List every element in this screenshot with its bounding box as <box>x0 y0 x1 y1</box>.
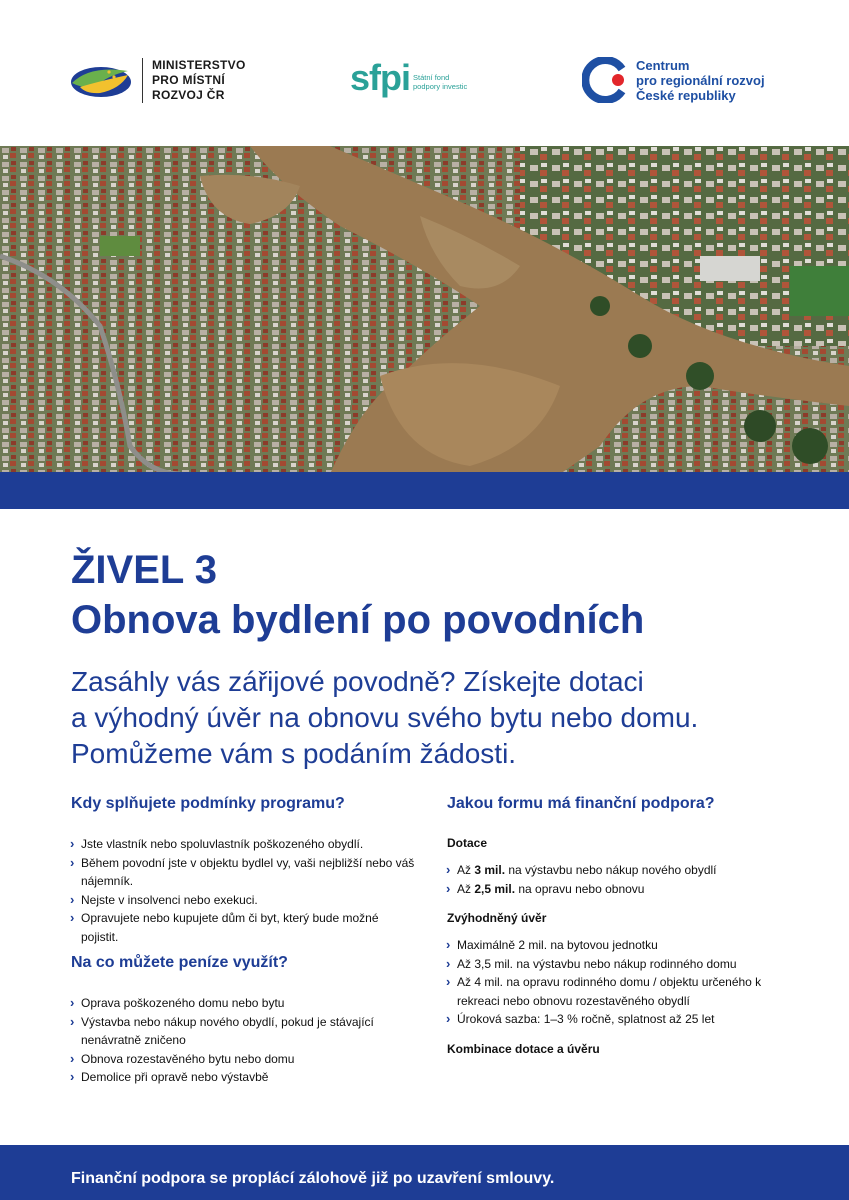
conditions-heading: Kdy splňujete podmínky programu? <box>71 795 345 812</box>
list-item: › Výstavba nebo nákup nového obydlí, pokud je stávající nenávratně zničeno <box>70 1013 374 1047</box>
list-item: › Až 3,5 mil. na výstavbu nebo nákup rodinného domu <box>447 955 797 974</box>
chevron-right-icon: › <box>70 836 75 851</box>
crr-logo-line: České republiky <box>636 87 736 103</box>
chevron-right-icon: › <box>70 854 75 870</box>
dotace-heading: Dotace <box>447 836 488 850</box>
flood-photo-illustration <box>0 146 849 474</box>
list-item: › Během povodní jste v objektu bydlel vy, vaši nejbližší nebo váš nájemník. <box>70 854 415 888</box>
uver-list <box>447 936 797 1029</box>
chevron-right-icon: › <box>446 955 451 971</box>
footer-text: Finanční podpora se proplácí zálohově již po uzavření smlouvy. <box>71 1170 555 1187</box>
list-item: › Oprava poškozeného domu nebo bytu <box>71 994 416 1013</box>
list-item: › Obnova rozestavěného bytu nebo domu <box>71 1050 416 1069</box>
mmr-emblem-icon <box>70 61 132 101</box>
usage-list <box>71 994 416 1087</box>
subtitle-line: a výhodný úvěr na obnovu svého bytu nebo domu. <box>71 702 699 733</box>
list-item: › Demolice při opravě nebo výstavbě <box>71 1068 416 1087</box>
sfpi-logo-line: Státní fond <box>413 73 450 82</box>
support-form-heading: Jakou formu má finanční podpora? <box>447 795 715 812</box>
subtitle-line: Zasáhly vás zářijové povodně? Získejte dotaci <box>71 666 644 697</box>
title-line-1: ŽIVEL 3 <box>71 548 217 592</box>
page-title <box>71 545 811 645</box>
sfpi-logo-line: podpory investic <box>413 82 468 91</box>
title-line-2: Obnova bydlení po povodních <box>71 598 645 642</box>
header-logos <box>0 0 849 146</box>
list-item: › Jste vlastník nebo spoluvlastník poškozeného obydlí. <box>71 835 416 854</box>
chevron-right-icon: › <box>70 1050 75 1066</box>
crr-logo <box>582 57 765 103</box>
kombinace-heading: Kombinace dotace a úvěru <box>447 1041 600 1056</box>
chevron-right-icon: › <box>446 937 451 952</box>
subtitle <box>71 664 811 772</box>
footer-band <box>0 1145 849 1200</box>
conditions-list <box>71 835 416 946</box>
uver-heading: Zvýhodněný úvěr <box>447 911 547 925</box>
mmr-logo-line: ROZVOJ ČR <box>152 88 225 102</box>
chevron-right-icon: › <box>446 1011 451 1026</box>
list-item: › Až 2,5 mil. na opravu nebo obnovu <box>447 880 797 899</box>
crr-emblem-icon <box>582 57 628 103</box>
list-item: › Opravujete nebo kupujete dům či byt, který bude možné pojistit. <box>70 910 379 944</box>
chevron-right-icon: › <box>70 891 75 907</box>
sfpi-logo <box>350 58 467 98</box>
list-item: › Úroková sazba: 1–3 % ročně, splatnost až 25 let <box>447 1010 797 1029</box>
subtitle-line: Pomůžeme vám s podáním žádosti. <box>71 738 517 769</box>
usage-heading: Na co můžete peníze využít? <box>71 954 288 971</box>
list-item: › Až 4 mil. na opravu rodinného domu / objektu určeného k rekreaci nebo obnovu rozestavěného obydlí <box>446 974 762 1008</box>
sfpi-logo-word: sfpi <box>350 57 411 98</box>
list-item: › Nejste v insolvenci nebo exekuci. <box>71 891 416 910</box>
chevron-right-icon: › <box>70 1069 75 1084</box>
chevron-right-icon: › <box>446 880 451 896</box>
crr-logo-line: Centrum <box>636 57 690 73</box>
flood-aerial-photo <box>0 146 849 474</box>
right-column <box>447 793 797 1067</box>
mmr-logo-line: PRO MÍSTNÍ <box>152 73 226 87</box>
chevron-right-icon: › <box>446 974 451 989</box>
chevron-right-icon: › <box>70 1013 75 1029</box>
list-item: › Až 3 mil. na výstavbu nebo nákup nového obydlí <box>447 861 797 880</box>
chevron-right-icon: › <box>446 862 451 877</box>
mmr-logo-line: MINISTERSTVO <box>152 58 246 72</box>
dotace-list <box>447 861 797 898</box>
list-item: › Maximálně 2 mil. na bytovou jednotku <box>447 936 797 955</box>
chevron-right-icon: › <box>70 910 75 925</box>
blue-band <box>0 472 849 509</box>
chevron-right-icon: › <box>70 995 75 1010</box>
left-column <box>71 793 416 1087</box>
mmr-logo <box>70 58 246 103</box>
crr-logo-line: pro regionální rozvoj <box>636 72 765 88</box>
